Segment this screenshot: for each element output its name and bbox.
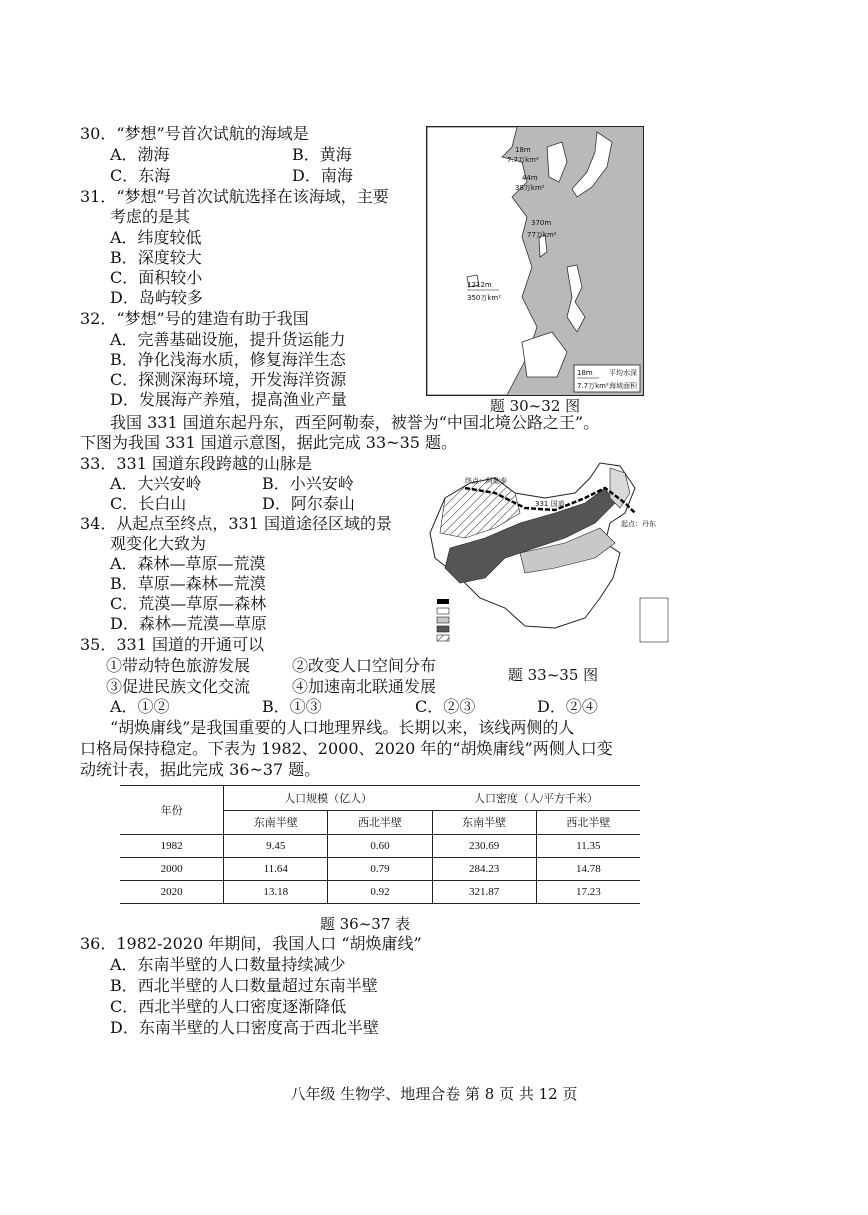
q35-option-c[interactable]: C．②③	[415, 697, 476, 716]
q30-option-b[interactable]: B．黄海	[292, 145, 352, 164]
q30-option-c[interactable]: C．东海	[110, 166, 171, 185]
q36-option-b[interactable]: B．西北半壁的人口数量超过东南半壁	[110, 976, 378, 995]
q33-option-b[interactable]: B．小兴安岭	[262, 474, 354, 493]
label-start-dandong: 起点：丹东	[621, 520, 656, 528]
route-331-map	[425, 458, 670, 648]
intro331-line1: 我国 331 国道东起丹东，西至阿勒泰，被誉为“中国北境公路之王”。	[110, 413, 600, 432]
introhu-line3: 动统计表，据此完成 36~37 题。	[80, 760, 321, 779]
q34-option-d[interactable]: D．森林—荒漠—草原	[110, 614, 267, 633]
table-sub-nw-size: 西北半壁	[328, 810, 432, 835]
q35-item-2: ②改变人口空间分布	[292, 656, 437, 675]
svg-text:7.7万km²: 7.7万km²	[577, 382, 609, 390]
q31-stem: 31．“梦想”号首次试航选择在该海域，主要	[80, 187, 389, 206]
q31-option-c[interactable]: C．面积较小	[110, 268, 203, 287]
table-cell-year: 2000	[120, 858, 224, 881]
table-cell: 11.35	[536, 835, 640, 858]
q32-stem: 32．“梦想”号的建造有助于我国	[80, 309, 309, 328]
table-cell: 13.18	[224, 881, 328, 904]
q36-option-a[interactable]: A．东南半壁的人口数量持续减少	[110, 955, 346, 974]
map1-caption: 题 30~32 图	[489, 397, 581, 415]
label-nanhai-area: 350万km²	[467, 294, 502, 302]
seas-map	[426, 126, 644, 396]
label-route-331: 331 国道	[535, 500, 565, 508]
q31-stem-cont: 考虑的是其	[110, 207, 191, 226]
table-cell: 321.87	[432, 881, 536, 904]
q31-option-d[interactable]: D．岛屿较多	[110, 288, 203, 307]
q30-stem: 30．“梦想”号首次试航的海域是	[80, 124, 309, 143]
q33-option-d[interactable]: D．阿尔泰山	[262, 494, 355, 513]
table-row	[120, 835, 640, 858]
q35-item-4: ④加速南北联通发展	[292, 677, 437, 696]
table-row	[120, 858, 640, 881]
svg-text:18m: 18m	[577, 369, 593, 377]
q33-option-a[interactable]: A．大兴安岭	[110, 474, 202, 493]
q33-stem: 33．331 国道东段跨越的山脉是	[80, 454, 312, 473]
table-cell: 0.92	[328, 881, 432, 904]
q36-stem: 36．1982-2020 年期间，我国人口 “胡焕庸线”	[80, 934, 422, 953]
legend-area: 海域面积	[609, 382, 637, 390]
q32-option-c[interactable]: C．探测深海环境，开发海洋资源	[110, 370, 347, 389]
table-cell-year: 1982	[120, 835, 224, 858]
q32-option-b[interactable]: B．净化浅海水质，修复海洋生态	[110, 350, 346, 369]
legend-depth: 平均水深	[609, 369, 637, 377]
q31-option-b[interactable]: B．深度较大	[110, 248, 202, 267]
label-bohai-depth: 18m	[515, 146, 531, 154]
q36-option-c[interactable]: C．西北半壁的人口密度逐渐降低	[110, 997, 347, 1016]
table-cell: 17.23	[536, 881, 640, 904]
label-donghai-depth: 370m	[531, 219, 552, 227]
q34-option-c[interactable]: C．荒漠—草原—森林	[110, 594, 267, 613]
map2-caption: 题 33~35 图	[507, 666, 599, 684]
q35-option-d[interactable]: D．②④	[537, 697, 598, 716]
table-caption: 题 36~37 表	[319, 915, 411, 933]
label-donghai-area: 77万km²	[527, 231, 557, 239]
q32-option-d[interactable]: D．发展海产养殖，提高渔业产量	[110, 390, 347, 409]
table-cell: 11.64	[224, 858, 328, 881]
table-sub-se-density: 东南半壁	[432, 810, 536, 835]
table-header-size: 人口规模（亿人）	[224, 786, 432, 811]
table-cell: 230.69	[432, 835, 536, 858]
table-cell-year: 2020	[120, 881, 224, 904]
table-row	[120, 881, 640, 904]
q35-option-b[interactable]: B．①③	[262, 697, 322, 716]
q35-option-a[interactable]: A．①②	[110, 697, 170, 716]
route-331-map-drawing	[425, 458, 670, 648]
table-sub-se-size: 东南半壁	[224, 810, 328, 835]
table-sub-nw-density: 西北半壁	[536, 810, 640, 835]
table-cell: 0.60	[328, 835, 432, 858]
introhu-line1: “胡焕庸线”是我国重要的人口地理界线。长期以来，该线两侧的人	[110, 718, 575, 737]
q30-option-d[interactable]: D．南海	[292, 166, 353, 185]
q33-option-c[interactable]: C．长白山	[110, 494, 187, 513]
q34-option-a[interactable]: A．森林—草原—荒漠	[110, 554, 266, 573]
label-bohai-area: 7.7万km²	[507, 156, 539, 164]
page-footer: 八年级 生物学、地理合卷 第 8 页 共 12 页	[290, 1085, 578, 1103]
seas-map-drawing	[427, 127, 643, 395]
table-cell: 14.78	[536, 858, 640, 881]
table-cell: 284.23	[432, 858, 536, 881]
q34-stem: 34．从起点至终点，331 国道途径区域的景	[80, 514, 392, 533]
q36-option-d[interactable]: D．东南半壁的人口密度高于西北半壁	[110, 1018, 379, 1037]
table-header-year: 年份	[120, 786, 224, 835]
intro331-line2: 下图为我国 331 国道示意图，据此完成 33~35 题。	[80, 433, 458, 452]
q35-item-1: ①带动特色旅游发展	[106, 656, 251, 675]
label-nanhai-depth: 1212m	[467, 281, 492, 289]
table-header-density: 人口密度（人/平方千米）	[432, 786, 640, 811]
label-huanghai-depth: 44m	[522, 174, 538, 182]
table-cell: 9.45	[224, 835, 328, 858]
q31-option-a[interactable]: A．纬度较低	[110, 228, 202, 247]
label-huanghai-area: 38万km²	[515, 184, 545, 192]
q34-stem-cont: 观变化大致为	[110, 534, 207, 553]
q35-stem: 35．331 国道的开通可以	[80, 635, 264, 654]
q34-option-b[interactable]: B．草原—森林—荒漠	[110, 574, 266, 593]
population-table	[120, 785, 640, 904]
q32-option-a[interactable]: A．完善基础设施，提升货运能力	[110, 330, 346, 349]
q30-option-a[interactable]: A．渤海	[110, 145, 170, 164]
table-cell: 0.79	[328, 858, 432, 881]
label-end-altay: 终点：阿勒泰	[465, 477, 507, 485]
q35-item-3: ③促进民族文化交流	[106, 677, 251, 696]
introhu-line2: 口格局保持稳定。下表为 1982、2000、2020 年的“胡焕庸线”两侧人口变	[80, 739, 613, 758]
